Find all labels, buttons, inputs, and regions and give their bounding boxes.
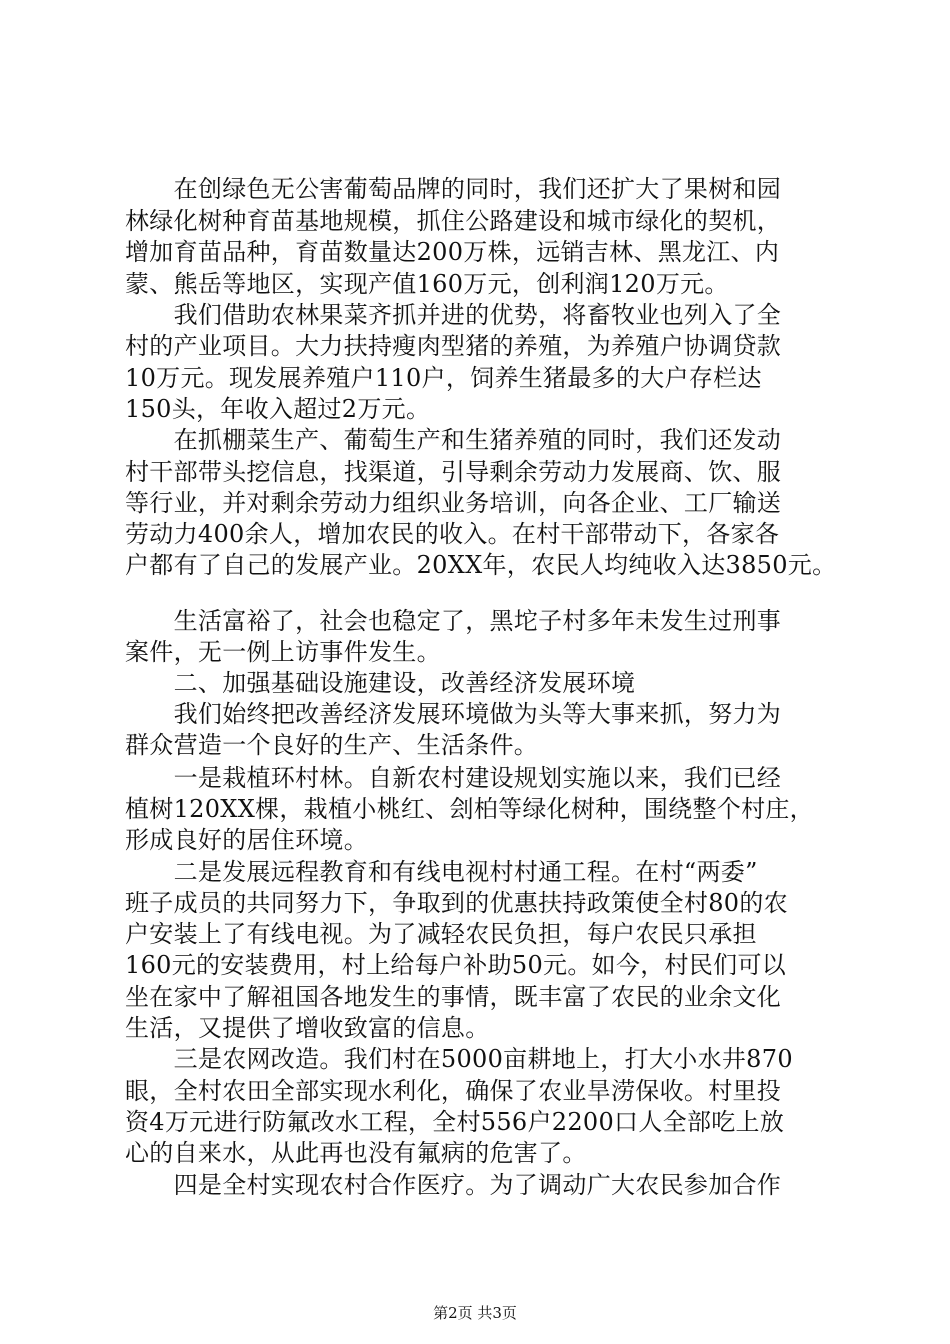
text-line: 生活富裕了，社会也稳定了，黑坨子村多年未发生过刑事 [125,607,782,635]
page-number-footer: 第2页 共3页 [433,1304,517,1322]
text-line: 160元的安装费用，村上给每户补助50元。如今，村民们可以 [125,951,787,979]
text-line: 在抓棚菜生产、葡萄生产和生猪养殖的同时，我们还发动 [125,426,782,454]
text-line: 三是农网改造。我们村在5000亩耕地上，打大小水井870 [125,1045,793,1073]
text-line: 群众营造一个良好的生产、生活条件。 [125,731,539,759]
text-line: 增加育苗品种，育苗数量达200万株，远销吉林、黑龙江、内 [125,238,780,266]
text-line: 户安装上了有线电视。为了减轻农民负担，每户农民只承担 [125,920,757,948]
text-line: 户都有了自己的发展产业。20XX年，农民人均纯收入达3850元。 [125,551,837,579]
text-line: 坐在家中了解祖国各地发生的事情，既丰富了农民的业余文化 [125,983,782,1011]
text-line: 我们始终把改善经济发展环境做为头等大事来抓，努力为 [125,700,782,728]
text-line: 眼，全村农田全部实现水利化，确保了农业旱涝保收。村里投 [125,1077,782,1105]
text-line: 一是栽植环村林。自新农村建设规划实施以来，我们已经 [125,764,782,792]
section-heading: 二、加强基础设施建设，改善经济发展环境 [125,669,636,697]
text-line: 植树120XX棵，栽植小桃红、刽柏等绿化树种，围绕整个村庄， [125,795,814,823]
text-line: 我们借助农林果菜齐抓并进的优势，将畜牧业也列入了全 [125,301,782,329]
text-line: 形成良好的居住环境。 [125,826,368,854]
text-line: 资4万元进行防氟改水工程，全村556户2200口人全部吃上放 [125,1108,785,1136]
text-line: 班子成员的共同努力下，争取到的优惠扶持政策使全村80的农 [125,889,788,917]
text-line: 案件，无一例上访事件发生。 [125,638,441,666]
text-line: 村干部带头挖信息，找渠道，引导剩余劳动力发展商、饮、服 [125,458,782,486]
text-line: 心的自来水，从此再也没有氟病的危害了。 [125,1139,587,1167]
text-line: 二是发展远程教育和有线电视村村通工程。在村“两委” [125,858,758,886]
text-line: 村的产业项目。大力扶持瘦肉型猪的养殖，为养殖户协调贷款 [125,332,782,360]
text-line: 劳动力400余人，增加农民的收入。在村干部带动下，各家各 [125,520,780,548]
text-line: 四是全村实现农村合作医疗。为了调动广大农民参加合作 [125,1171,782,1199]
text-line: 在创绿色无公害葡萄品牌的同时，我们还扩大了果树和园 [125,175,782,203]
text-line: 10万元。现发展养殖户110户，饲养生猪最多的大户存栏达 [125,364,762,392]
text-line: 生活，又提供了增收致富的信息。 [125,1014,490,1042]
text-line: 林绿化树种育苗基地规模，抓住公路建设和城市绿化的契机， [125,207,782,235]
text-line: 150头，年收入超过2万元。 [125,395,431,423]
text-line: 等行业，并对剩余劳动力组织业务培训，向各企业、工厂输送 [125,489,782,517]
text-line: 蒙、熊岳等地区，实现产值160万元，创利润120万元。 [125,270,729,298]
